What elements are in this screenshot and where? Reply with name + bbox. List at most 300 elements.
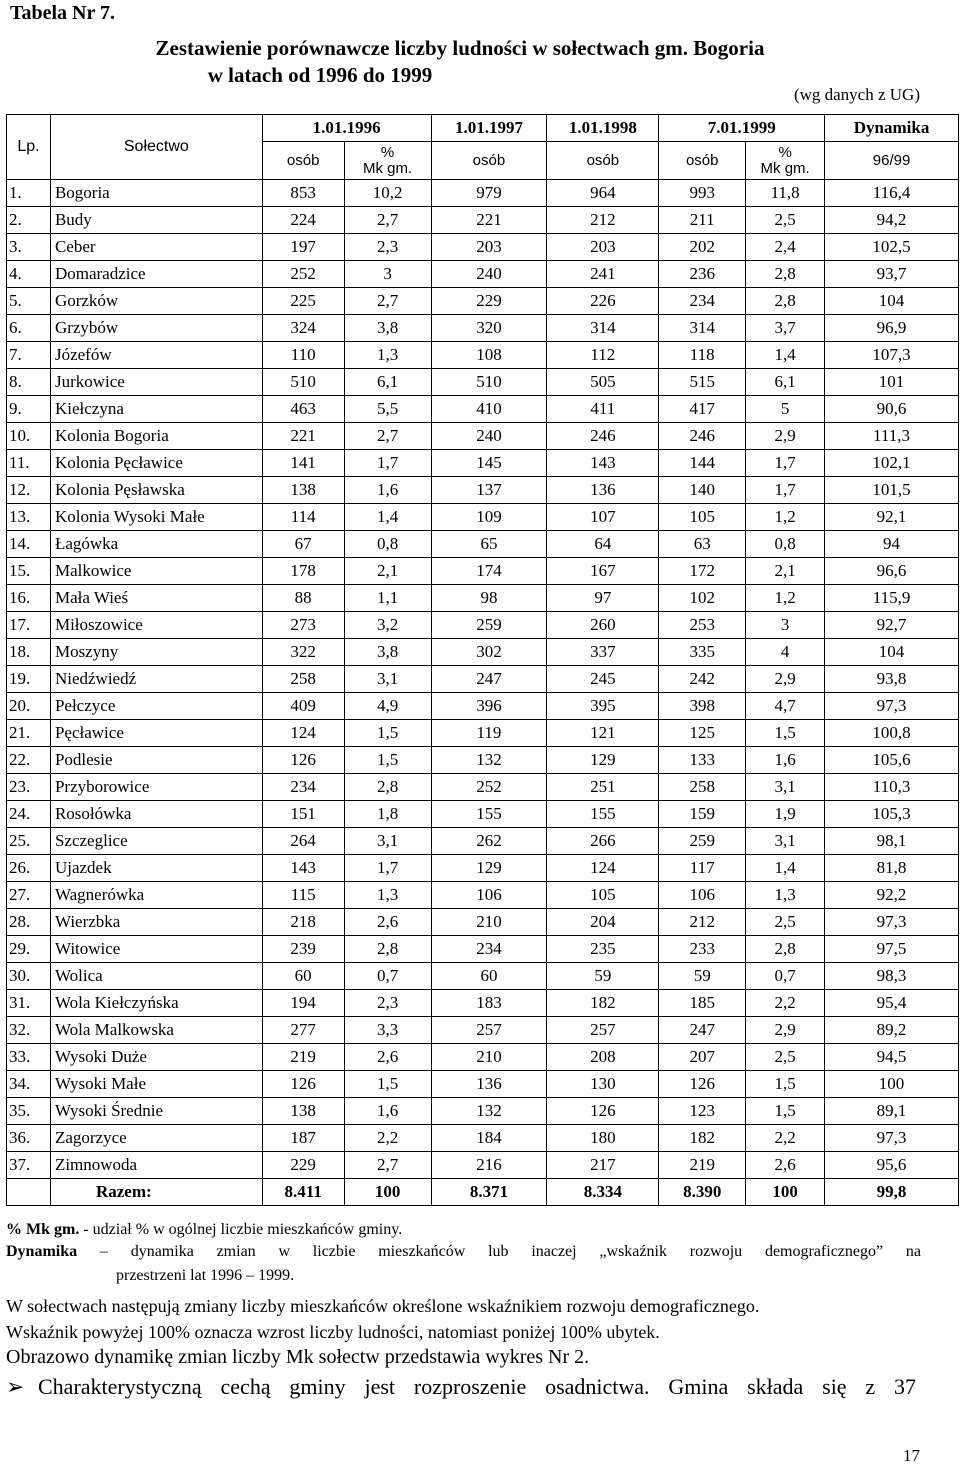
table-cell: 273	[262, 612, 344, 639]
table-title-line2: w latach od 1996 do 1999	[207, 63, 433, 87]
table-row	[7, 639, 959, 666]
table-cell: 2,4	[746, 234, 825, 261]
table-cell: 138	[262, 477, 344, 504]
bullet-paragraph	[6, 1374, 921, 1400]
table-cell: 126	[659, 1071, 746, 1098]
table-cell: 1,5	[344, 747, 431, 774]
table-cell: 221	[262, 423, 344, 450]
table-cell: 335	[659, 639, 746, 666]
table-row	[7, 423, 959, 450]
table-cell: 218	[262, 909, 344, 936]
table-cell: 0,7	[746, 963, 825, 990]
table-cell: 264	[262, 828, 344, 855]
table-cell: 1,6	[746, 747, 825, 774]
table-row	[7, 909, 959, 936]
header-pct-symbol: %	[778, 143, 792, 161]
table-cell: 125	[659, 720, 746, 747]
table-cell: 93,8	[825, 666, 959, 693]
table-cell: 1,5	[746, 720, 825, 747]
table-cell: 182	[547, 990, 659, 1017]
table-cell: 138	[262, 1098, 344, 1125]
row-number: 12.	[7, 477, 51, 504]
row-number: 17.	[7, 612, 51, 639]
table-cell: 2,2	[344, 1125, 431, 1152]
table-cell: 253	[659, 612, 746, 639]
table-cell: 0,8	[746, 531, 825, 558]
table-cell: 155	[431, 801, 547, 828]
table-row	[7, 1098, 959, 1125]
village-name: Łagówka	[50, 531, 262, 558]
table-cell: 202	[659, 234, 746, 261]
row-number: 15.	[7, 558, 51, 585]
header-dynamika: Dynamika	[825, 115, 959, 142]
table-row	[7, 558, 959, 585]
table-cell: 2,5	[746, 909, 825, 936]
table-cell: 964	[547, 180, 659, 207]
table-cell: 129	[431, 855, 547, 882]
row-number: 6.	[7, 315, 51, 342]
total-cell: 8.371	[431, 1179, 547, 1206]
table-cell: 172	[659, 558, 746, 585]
bullet-paragraph-text: Charakterystyczną cechą gminy jest rozproszenie osadnictwa. Gmina składa się z 37	[38, 1374, 916, 1399]
row-number: 23.	[7, 774, 51, 801]
header-date-1998: 1.01.1998	[547, 115, 659, 142]
header-mk-gm: Mk gm.	[362, 159, 413, 177]
table-cell: 410	[431, 396, 547, 423]
table-cell: 89,2	[825, 1017, 959, 1044]
village-name: Domaradzice	[50, 261, 262, 288]
table-cell: 510	[262, 369, 344, 396]
table-cell: 136	[431, 1071, 547, 1098]
table-cell: 60	[262, 963, 344, 990]
row-number: 20.	[7, 693, 51, 720]
total-label: Razem:	[50, 1179, 262, 1206]
table-row	[7, 315, 959, 342]
table-cell: 105,3	[825, 801, 959, 828]
table-cell: 266	[547, 828, 659, 855]
table-cell: 1,4	[746, 855, 825, 882]
table-cell: 2,1	[746, 558, 825, 585]
table-row	[7, 747, 959, 774]
table-cell: 115	[262, 882, 344, 909]
village-name: Kolonia Pęsławska	[50, 477, 262, 504]
village-name: Grzybów	[50, 315, 262, 342]
table-cell: 203	[431, 234, 547, 261]
table-cell: 184	[431, 1125, 547, 1152]
header-date-1997: 1.01.1997	[431, 115, 547, 142]
table-cell: 2,7	[344, 207, 431, 234]
table-cell: 92,7	[825, 612, 959, 639]
table-cell: 105,6	[825, 747, 959, 774]
row-number: 5.	[7, 288, 51, 315]
row-number: 30.	[7, 963, 51, 990]
table-cell: 3,1	[344, 828, 431, 855]
table-cell: 219	[659, 1152, 746, 1179]
table-cell: 102,5	[825, 234, 959, 261]
table-cell: 510	[431, 369, 547, 396]
table-cell: 225	[262, 288, 344, 315]
table-cell: 396	[431, 693, 547, 720]
table-row	[7, 828, 959, 855]
table-cell: 92,1	[825, 504, 959, 531]
table-cell: 324	[262, 315, 344, 342]
table-cell: 234	[659, 288, 746, 315]
table-cell: 100	[825, 1071, 959, 1098]
table-cell: 260	[547, 612, 659, 639]
header-osob-1996: osób	[262, 142, 344, 180]
table-row	[7, 450, 959, 477]
table-cell: 65	[431, 531, 547, 558]
table-cell: 1,8	[344, 801, 431, 828]
table-cell: 136	[547, 477, 659, 504]
table-cell: 105	[659, 504, 746, 531]
table-cell: 245	[547, 666, 659, 693]
table-cell: 94	[825, 531, 959, 558]
table-cell: 1,4	[344, 504, 431, 531]
table-cell: 2,8	[344, 936, 431, 963]
village-name: Kiełczyna	[50, 396, 262, 423]
village-name: Niedźwiedź	[50, 666, 262, 693]
table-cell: 2,8	[746, 936, 825, 963]
table-cell: 81,8	[825, 855, 959, 882]
table-cell: 174	[431, 558, 547, 585]
table-cell: 1,9	[746, 801, 825, 828]
row-number: 14.	[7, 531, 51, 558]
table-cell: 95,6	[825, 1152, 959, 1179]
table-cell: 4	[746, 639, 825, 666]
row-number: 3.	[7, 234, 51, 261]
header-date-1996: 1.01.1996	[262, 115, 431, 142]
table-cell: 2,5	[746, 207, 825, 234]
row-number: 25.	[7, 828, 51, 855]
village-name: Przyborowice	[50, 774, 262, 801]
table-cell: 178	[262, 558, 344, 585]
table-cell: 124	[547, 855, 659, 882]
table-cell: 208	[547, 1044, 659, 1071]
table-cell: 3	[746, 612, 825, 639]
table-row	[7, 585, 959, 612]
table-cell: 143	[262, 855, 344, 882]
table-cell: 259	[431, 612, 547, 639]
village-name: Wagnerówka	[50, 882, 262, 909]
header-mk-gm: Mk gm.	[760, 159, 810, 177]
page-number: 17	[903, 1446, 920, 1465]
header-date-1999: 7.01.1999	[659, 115, 825, 142]
table-cell: 93,7	[825, 261, 959, 288]
table-cell: 241	[547, 261, 659, 288]
table-cell: 993	[659, 180, 746, 207]
header-osob-1998: osób	[547, 142, 659, 180]
table-cell: 2,8	[746, 261, 825, 288]
total-cell: 8.334	[547, 1179, 659, 1206]
table-cell: 108	[431, 342, 547, 369]
table-cell: 979	[431, 180, 547, 207]
table-cell: 98	[431, 585, 547, 612]
table-row	[7, 477, 959, 504]
table-cell: 6,1	[344, 369, 431, 396]
header-osob-1997: osób	[431, 142, 547, 180]
row-number: 35.	[7, 1098, 51, 1125]
table-cell: 101	[825, 369, 959, 396]
table-cell: 221	[431, 207, 547, 234]
table-row	[7, 1125, 959, 1152]
note-mk-gm	[6, 1220, 402, 1240]
table-cell: 203	[547, 234, 659, 261]
table-row	[7, 234, 959, 261]
table-cell: 94,2	[825, 207, 959, 234]
table-cell: 2,3	[344, 234, 431, 261]
table-cell: 3,1	[746, 828, 825, 855]
table-cell: 1,5	[746, 1071, 825, 1098]
table-cell: 234	[262, 774, 344, 801]
table-cell: 180	[547, 1125, 659, 1152]
table-cell: 63	[659, 531, 746, 558]
table-cell: 210	[431, 1044, 547, 1071]
table-row	[7, 207, 959, 234]
table-cell: 322	[262, 639, 344, 666]
table-cell: 1,5	[746, 1098, 825, 1125]
table-cell: 2,9	[746, 666, 825, 693]
row-number: 31.	[7, 990, 51, 1017]
table-cell: 3,3	[344, 1017, 431, 1044]
table-cell: 104	[825, 639, 959, 666]
table-cell: 236	[659, 261, 746, 288]
table-cell: 2,6	[344, 1044, 431, 1071]
row-number: 1.	[7, 180, 51, 207]
table-cell: 4,9	[344, 693, 431, 720]
row-number: 19.	[7, 666, 51, 693]
table-cell: 252	[262, 261, 344, 288]
row-number: 4.	[7, 261, 51, 288]
table-cell: 277	[262, 1017, 344, 1044]
table-row	[7, 261, 959, 288]
table-cell: 129	[547, 747, 659, 774]
village-name: Moszyny	[50, 639, 262, 666]
table-cell: 97,5	[825, 936, 959, 963]
table-cell: 1,3	[746, 882, 825, 909]
table-row	[7, 666, 959, 693]
row-number: 37.	[7, 1152, 51, 1179]
village-name: Wysoki Średnie	[50, 1098, 262, 1125]
village-name: Zagorzyce	[50, 1125, 262, 1152]
table-row	[7, 180, 959, 207]
table-cell: 104	[825, 288, 959, 315]
village-name: Podlesie	[50, 747, 262, 774]
table-cell: 126	[262, 747, 344, 774]
table-cell: 151	[262, 801, 344, 828]
table-cell: 111,3	[825, 423, 959, 450]
village-name: Malkowice	[50, 558, 262, 585]
table-cell: 320	[431, 315, 547, 342]
table-cell: 59	[547, 963, 659, 990]
table-cell: 409	[262, 693, 344, 720]
village-name: Jurkowice	[50, 369, 262, 396]
table-row	[7, 774, 959, 801]
table-row	[7, 1017, 959, 1044]
note-mk-gm-term: % Mk gm.	[6, 1221, 80, 1238]
table-cell: 109	[431, 504, 547, 531]
table-cell: 194	[262, 990, 344, 1017]
table-cell: 102	[659, 585, 746, 612]
header-pct-mk-1999	[746, 142, 825, 180]
table-cell: 3,1	[746, 774, 825, 801]
table-cell: 1,3	[344, 342, 431, 369]
table-cell: 235	[547, 936, 659, 963]
table-cell: 247	[431, 666, 547, 693]
table-cell: 102,1	[825, 450, 959, 477]
table-cell: 114	[262, 504, 344, 531]
row-number: 9.	[7, 396, 51, 423]
village-name: Miłoszowice	[50, 612, 262, 639]
table-cell: 3	[344, 261, 431, 288]
table-cell: 251	[547, 774, 659, 801]
table-cell: 185	[659, 990, 746, 1017]
village-name: Witowice	[50, 936, 262, 963]
table-cell: 0,8	[344, 531, 431, 558]
table-cell: 2,9	[746, 423, 825, 450]
table-cell: 94,5	[825, 1044, 959, 1071]
table-cell: 197	[262, 234, 344, 261]
table-cell: 100,8	[825, 720, 959, 747]
table-cell: 1,4	[746, 342, 825, 369]
table-cell: 398	[659, 693, 746, 720]
table-cell: 2,6	[746, 1152, 825, 1179]
table-cell: 212	[547, 207, 659, 234]
table-row	[7, 504, 959, 531]
table-cell: 242	[659, 666, 746, 693]
village-name: Kolonia Pęcławice	[50, 450, 262, 477]
table-cell: 204	[547, 909, 659, 936]
row-number: 29.	[7, 936, 51, 963]
table-cell: 212	[659, 909, 746, 936]
note-dynamika	[6, 1242, 921, 1262]
table-cell: 262	[431, 828, 547, 855]
table-row	[7, 990, 959, 1017]
total-lp	[7, 1179, 51, 1206]
table-cell: 226	[547, 288, 659, 315]
table-row	[7, 369, 959, 396]
table-cell: 2,2	[746, 990, 825, 1017]
table-row	[7, 342, 959, 369]
table-cell: 302	[431, 639, 547, 666]
row-number: 18.	[7, 639, 51, 666]
total-cell: 8.390	[659, 1179, 746, 1206]
total-cell: 8.411	[262, 1179, 344, 1206]
table-cell: 239	[262, 936, 344, 963]
table-cell: 2,7	[344, 423, 431, 450]
table-cell: 182	[659, 1125, 746, 1152]
header-lp: Lp.	[7, 115, 51, 180]
table-cell: 96,9	[825, 315, 959, 342]
table-cell: 2,8	[344, 774, 431, 801]
table-cell: 224	[262, 207, 344, 234]
table-cell: 3,7	[746, 315, 825, 342]
table-cell: 140	[659, 477, 746, 504]
table-cell: 211	[659, 207, 746, 234]
table-cell: 258	[659, 774, 746, 801]
table-cell: 395	[547, 693, 659, 720]
note-dynamika-text: – dynamika zmian w liczbie mieszkańców lub inaczej „wskaźnik rozwoju demograficznego” na	[77, 1243, 921, 1260]
table-header	[7, 115, 959, 180]
table-row	[7, 612, 959, 639]
table-cell: 252	[431, 774, 547, 801]
table-cell: 207	[659, 1044, 746, 1071]
row-number: 8.	[7, 369, 51, 396]
table-label: Tabela Nr 7.	[10, 2, 116, 24]
table-cell: 132	[431, 747, 547, 774]
table-cell: 1,7	[746, 477, 825, 504]
table-cell: 183	[431, 990, 547, 1017]
table-cell: 126	[547, 1098, 659, 1125]
table-cell: 337	[547, 639, 659, 666]
table-cell: 89,1	[825, 1098, 959, 1125]
table-cell: 5,5	[344, 396, 431, 423]
header-range: 96/99	[825, 142, 959, 180]
table-cell: 64	[547, 531, 659, 558]
table-row	[7, 801, 959, 828]
table-cell: 246	[659, 423, 746, 450]
village-name: Szczeglice	[50, 828, 262, 855]
row-number: 11.	[7, 450, 51, 477]
table-cell: 117	[659, 855, 746, 882]
table-row	[7, 963, 959, 990]
table-cell: 116,4	[825, 180, 959, 207]
table-cell: 92,2	[825, 882, 959, 909]
table-cell: 1,2	[746, 504, 825, 531]
table-cell: 97,3	[825, 693, 959, 720]
table-cell: 257	[431, 1017, 547, 1044]
table-body	[7, 180, 959, 1179]
table-cell: 257	[547, 1017, 659, 1044]
table-cell: 90,6	[825, 396, 959, 423]
village-name: Wola Kiełczyńska	[50, 990, 262, 1017]
table-cell: 97	[547, 585, 659, 612]
table-row	[7, 693, 959, 720]
table-cell: 1,5	[344, 1071, 431, 1098]
table-cell: 118	[659, 342, 746, 369]
header-osob-1999: osób	[659, 142, 746, 180]
table-cell: 314	[659, 315, 746, 342]
table-cell: 107	[547, 504, 659, 531]
row-number: 7.	[7, 342, 51, 369]
row-number: 24.	[7, 801, 51, 828]
table-cell: 4,7	[746, 693, 825, 720]
total-cell: 99,8	[825, 1179, 959, 1206]
table-cell: 59	[659, 963, 746, 990]
table-cell: 217	[547, 1152, 659, 1179]
village-name: Wysoki Duże	[50, 1044, 262, 1071]
table-cell: 1,6	[344, 477, 431, 504]
row-number: 27.	[7, 882, 51, 909]
table-cell: 240	[431, 423, 547, 450]
village-name: Wolica	[50, 963, 262, 990]
paragraph-3: Obrazowo dynamikę zmian liczby Mk sołectw przedstawia wykres Nr 2.	[6, 1346, 590, 1368]
table-cell: 144	[659, 450, 746, 477]
table-cell: 234	[431, 936, 547, 963]
table-cell: 98,1	[825, 828, 959, 855]
note-mk-gm-text: - udział % w ogólnej liczbie mieszkańców gminy.	[79, 1221, 403, 1238]
table-cell: 1,7	[746, 450, 825, 477]
row-number: 32.	[7, 1017, 51, 1044]
table-cell: 2,9	[746, 1017, 825, 1044]
table-cell: 463	[262, 396, 344, 423]
table-cell: 3,2	[344, 612, 431, 639]
table-cell: 130	[547, 1071, 659, 1098]
table-row	[7, 396, 959, 423]
table-cell: 515	[659, 369, 746, 396]
paragraph-2: Wskaźnik powyżej 100% oznacza wzrost liczby ludności, natomiast poniżej 100% ubytek.	[6, 1322, 660, 1342]
village-name: Wysoki Małe	[50, 1071, 262, 1098]
